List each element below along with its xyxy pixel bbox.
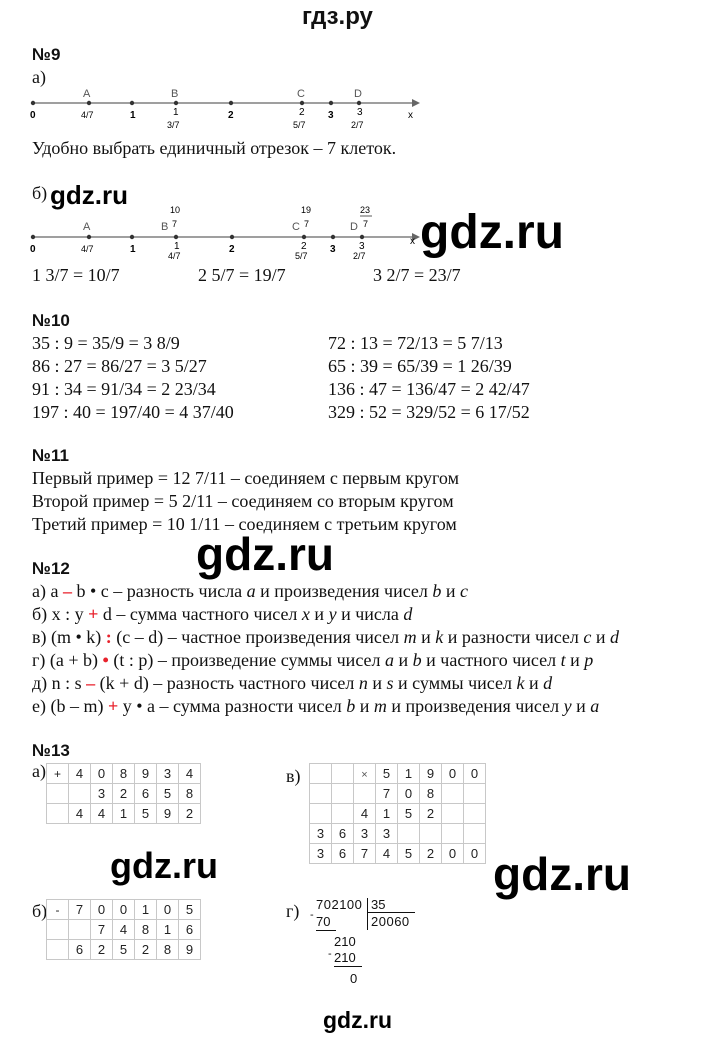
item-d-text2: и суммы чисел <box>393 673 517 693</box>
table-cell: 8 <box>113 764 135 784</box>
table-cell: 3 <box>91 784 113 804</box>
table-cell <box>398 824 420 844</box>
table-cell: 8 <box>135 920 157 940</box>
nl-b-label-A: A <box>83 221 91 233</box>
exercise-9-title: №9 <box>32 45 61 64</box>
nl-a-frac-C: 5/7 <box>293 120 306 130</box>
item-a-expr: а) a <box>32 581 63 601</box>
exercise-9-eq2: 2 5/7 = 19/7 <box>198 265 286 285</box>
nl-a-whole-C: 2 <box>299 107 305 118</box>
table-cell: 2 <box>420 804 442 824</box>
table-cell: 0 <box>113 900 135 920</box>
nl-a-two: 2 <box>228 110 234 121</box>
item-e-var4: a <box>590 696 600 716</box>
dividend: 702100 <box>316 897 363 912</box>
item-e-var2: m <box>373 696 387 716</box>
table-cell: 0 <box>398 784 420 804</box>
nl-b-label-B: B <box>161 221 169 233</box>
nl-b-top-B: 10 <box>170 205 181 215</box>
table-cell <box>464 824 486 844</box>
addition-table <box>46 763 201 824</box>
item-e-var3: y <box>563 696 572 716</box>
table-cell <box>69 920 91 940</box>
watermark-logo: gdz.ru <box>50 180 128 210</box>
item-a-text1: и произведения чисел <box>255 581 433 601</box>
exercise-13-g-label: г) <box>286 901 300 921</box>
table-cell: 5 <box>157 784 179 804</box>
table-cell: 0 <box>464 844 486 864</box>
exercise-9-b-label: б) <box>32 183 48 203</box>
item-v-text1: и <box>416 627 436 647</box>
exercise-10-left-3: 197 : 40 = 197/40 = 4 37/40 <box>32 402 234 422</box>
table-cell: 9 <box>179 940 201 960</box>
final-remainder: 0 <box>350 971 358 986</box>
nl-b-frac-C: 5/7 <box>295 251 308 260</box>
table-cell: 1 <box>113 804 135 824</box>
table-cell <box>47 804 69 824</box>
table-cell <box>310 784 332 804</box>
plus-sign: + <box>53 767 61 781</box>
item-d-expr: д) n : s <box>32 673 87 693</box>
table-cell: 8 <box>179 784 201 804</box>
item-d-text1: и <box>367 673 387 693</box>
item-g-text: (t : p) – произведение суммы чисел <box>108 650 385 670</box>
table-cell <box>310 764 332 784</box>
exercise-11-line-0: Первый пример = 12 7/11 – соединяем с первым кругом <box>32 468 459 488</box>
item-d-text3: и <box>524 673 544 693</box>
item-v-var2: k <box>435 627 444 647</box>
exercise-13-b-label: б) <box>32 901 48 921</box>
exercise-10-right-2: 136 : 47 = 136/47 = 2 42/47 <box>328 379 530 399</box>
item-d-op: – <box>86 673 96 693</box>
item-v-text: (c – d) – частное произведения чисел <box>111 627 404 647</box>
item-a-op: – <box>62 581 72 601</box>
nl-b-one: 1 <box>130 244 136 255</box>
item-b-var1: x <box>301 604 310 624</box>
underline-2 <box>334 966 362 967</box>
item-v-text3: и <box>591 627 611 647</box>
item-b-text: d – сумма частного чисел <box>98 604 302 624</box>
table-cell: 4 <box>179 764 201 784</box>
first-subtrahend: 70 <box>316 914 331 929</box>
table-cell: 7 <box>91 920 113 940</box>
item-b-expr: б) x : y <box>32 604 89 624</box>
item-e-op: + <box>107 696 119 716</box>
watermark-logo: gdz.ru <box>420 206 564 259</box>
division-bar <box>367 898 368 930</box>
exercise-9-note: Удобно выбрать единичный отрезок – 7 клеток. <box>32 138 397 158</box>
table-cell: 1 <box>376 804 398 824</box>
exercise-12-item-a <box>32 580 468 602</box>
nl-a-frac-B: 3/7 <box>167 120 180 130</box>
exercise-10-left-2: 91 : 34 = 91/34 = 2 23/34 <box>32 379 216 399</box>
division-minus-1: - <box>310 909 314 921</box>
division-minus-2: - <box>328 948 332 960</box>
item-g-var1: a <box>385 650 394 670</box>
exercise-9-a-label: а) <box>32 67 46 87</box>
table-cell <box>464 804 486 824</box>
table-cell: 8 <box>420 784 442 804</box>
item-a-text: b • c – разность числа <box>71 581 247 601</box>
watermark-logo: gdz.ru <box>493 848 631 900</box>
exercise-13-v-label: в) <box>286 766 301 786</box>
nl-a-whole-B: 1 <box>173 107 179 118</box>
table-cell <box>47 784 69 804</box>
nl-b-zero: 0 <box>30 244 36 255</box>
exercise-10-title: №10 <box>32 311 70 330</box>
item-b-var2: y <box>328 604 337 624</box>
nl-b-top-C: 19 <box>301 205 312 215</box>
divisor-underline <box>367 912 415 913</box>
site-header: гдз.ру <box>302 3 373 30</box>
watermark-logo: gdz.ru <box>110 845 218 886</box>
nl-a-frac-D: 2/7 <box>351 120 364 130</box>
item-d-text: (k + d) – разность частного чисел <box>95 673 359 693</box>
nl-b-label-D: D <box>350 221 358 233</box>
quotient: 20060 <box>371 914 410 929</box>
minus-sign: - <box>55 903 60 917</box>
table-cell <box>332 784 354 804</box>
nl-a-zero: 0 <box>30 110 36 121</box>
table-cell: 3 <box>310 824 332 844</box>
exercise-12-item-b <box>32 603 412 625</box>
table-cell: 3 <box>157 764 179 784</box>
table-cell: 4 <box>376 844 398 864</box>
subtraction-table <box>46 899 201 960</box>
item-a-var2: b <box>432 581 442 601</box>
table-cell: 6 <box>135 784 157 804</box>
nl-b-frac-D: 2/7 <box>353 251 366 260</box>
underline <box>316 930 336 931</box>
exercise-10-right-3: 329 : 52 = 329/52 = 6 17/52 <box>328 402 530 422</box>
table-cell: 2 <box>179 804 201 824</box>
nl-b-two: 2 <box>229 244 235 255</box>
table-cell: 4 <box>113 920 135 940</box>
exercise-11-line-1: Второй пример = 5 2/11 – соединяем со вторым кругом <box>32 491 454 511</box>
table-cell: 6 <box>332 844 354 864</box>
item-e-text3: и <box>571 696 591 716</box>
table-cell <box>420 824 442 844</box>
nl-a-label-D: D <box>354 88 362 100</box>
item-g-text1: и <box>394 650 413 670</box>
item-v-var4: d <box>610 627 620 647</box>
table-cell: 5 <box>398 804 420 824</box>
table-cell: 5 <box>135 804 157 824</box>
table-cell: 5 <box>179 900 201 920</box>
times-sign: × <box>361 769 368 781</box>
item-g-text3: и <box>565 650 585 670</box>
nl-b-x: x <box>410 236 415 247</box>
divisor: 35 <box>371 897 386 912</box>
table-cell: 3 <box>354 824 376 844</box>
nl-b-seven-B: 7 <box>172 219 178 229</box>
item-b-var3: d <box>403 604 413 624</box>
table-cell <box>69 784 91 804</box>
table-cell: 4 <box>354 804 376 824</box>
nl-b-frac-B: 4/7 <box>168 251 181 260</box>
table-cell: 4 <box>69 804 91 824</box>
table-cell: 2 <box>113 784 135 804</box>
item-a-text2: и <box>441 581 461 601</box>
table-cell <box>354 784 376 804</box>
table-cell <box>442 784 464 804</box>
nl-b-seven-C: 7 <box>304 219 310 229</box>
table-cell <box>47 920 69 940</box>
table-cell: 6 <box>69 940 91 960</box>
table-cell <box>332 764 354 784</box>
exercise-12-item-v <box>32 626 619 648</box>
exercise-12-item-d <box>32 672 552 694</box>
item-a-var1: a <box>246 581 256 601</box>
item-b-text1: и <box>309 604 329 624</box>
table-cell: 2 <box>91 940 113 960</box>
table-cell: 7 <box>69 900 91 920</box>
nl-b-top-D: 23 <box>360 205 371 215</box>
nl-b-three: 3 <box>330 244 336 255</box>
exercise-9-eq1: 1 3/7 = 10/7 <box>32 265 120 285</box>
table-cell: 6 <box>179 920 201 940</box>
table-cell: 7 <box>376 784 398 804</box>
exercise-12-item-e <box>32 695 599 717</box>
item-v-var3: c <box>583 627 592 647</box>
table-cell <box>47 764 69 784</box>
table-cell: 0 <box>91 900 113 920</box>
exercise-12-title: №12 <box>32 559 70 578</box>
item-a-var3: c <box>460 581 469 601</box>
table-cell: 8 <box>157 940 179 960</box>
long-division <box>310 897 420 992</box>
item-g-var4: p <box>584 650 594 670</box>
table-cell: 9 <box>157 804 179 824</box>
item-g-op: • <box>102 650 109 670</box>
nl-a-label-C: C <box>297 88 305 100</box>
table-cell: 3 <box>310 844 332 864</box>
item-e-text2: и произведения чисел <box>386 696 564 716</box>
exercise-12-item-g <box>32 649 593 671</box>
item-e-text1: и <box>355 696 374 716</box>
footer-site: gdz.ru <box>323 1007 392 1033</box>
item-d-var2: s <box>386 673 394 693</box>
table-cell: 5 <box>113 940 135 960</box>
nl-b-whole-B: 1 <box>174 241 180 252</box>
table-cell: 4 <box>91 804 113 824</box>
nl-b-whole-D: 3 <box>359 241 365 252</box>
table-cell <box>442 824 464 844</box>
nl-b-whole-C: 2 <box>301 241 307 252</box>
nl-a-label-B: B <box>171 88 179 100</box>
item-v-text2: и разности чисел <box>443 627 584 647</box>
table-cell <box>47 940 69 960</box>
table-cell: 2 <box>135 940 157 960</box>
exercise-13-title: №13 <box>32 741 70 760</box>
table-cell: 0 <box>442 764 464 784</box>
exercise-11-line-2: Третий пример = 10 1/11 – соединяем с третьим кругом <box>32 514 457 534</box>
item-g-var3: t <box>560 650 566 670</box>
item-b-op: + <box>88 604 99 624</box>
exercise-10-left-0: 35 : 9 = 35/9 = 3 8/9 <box>32 333 180 353</box>
item-v-op: : <box>105 627 112 647</box>
exercise-10-left-1: 86 : 27 = 86/27 = 3 5/27 <box>32 356 207 376</box>
nl-b-label-C: C <box>292 221 300 233</box>
table-cell: 0 <box>157 900 179 920</box>
number-line-a <box>20 84 430 134</box>
item-d-var1: n <box>358 673 368 693</box>
table-cell: 0 <box>442 844 464 864</box>
nl-b-seven-D: 7 <box>363 219 369 229</box>
item-e-text: y • a – сумма разности чисел <box>118 696 347 716</box>
table-cell <box>464 784 486 804</box>
nl-a-label-A: A <box>83 88 91 100</box>
table-cell: 5 <box>376 764 398 784</box>
item-d-var3: k <box>516 673 525 693</box>
table-cell <box>47 900 69 920</box>
nl-b-frac-A: 4/7 <box>81 244 94 254</box>
second-subtrahend: 210 <box>334 950 356 965</box>
nl-a-one: 1 <box>130 110 136 121</box>
table-cell <box>332 804 354 824</box>
table-cell: 4 <box>69 764 91 784</box>
item-e-var1: b <box>346 696 356 716</box>
table-cell: 7 <box>354 844 376 864</box>
table-cell: 9 <box>420 764 442 784</box>
table-cell: 1 <box>398 764 420 784</box>
first-remainder: 210 <box>334 934 356 949</box>
exercise-9-eq3: 3 2/7 = 23/7 <box>373 265 461 285</box>
table-cell <box>310 804 332 824</box>
table-cell: 0 <box>91 764 113 784</box>
nl-a-three: 3 <box>328 110 334 121</box>
table-cell: 1 <box>135 900 157 920</box>
watermark-logo: gdz.ru <box>196 528 334 580</box>
table-cell: 9 <box>135 764 157 784</box>
nl-a-x: x <box>408 110 413 121</box>
item-e-expr: е) (b – m) <box>32 696 108 716</box>
multiplication-table <box>309 763 486 864</box>
nl-a-frac-A: 4/7 <box>81 110 94 120</box>
table-cell: 5 <box>398 844 420 864</box>
item-v-var1: m <box>403 627 417 647</box>
table-cell: 0 <box>464 764 486 784</box>
table-cell: 3 <box>376 824 398 844</box>
item-d-var4: d <box>543 673 553 693</box>
exercise-10-right-0: 72 : 13 = 72/13 = 5 7/13 <box>328 333 503 353</box>
item-g-text2: и частного чисел <box>421 650 561 670</box>
exercise-13-a-label: а) <box>32 761 46 781</box>
item-b-text2: и числа <box>336 604 404 624</box>
item-v-expr: в) (m • k) <box>32 627 106 647</box>
nl-a-whole-D: 3 <box>357 107 363 118</box>
table-cell: 2 <box>420 844 442 864</box>
exercise-10-right-1: 65 : 39 = 65/39 = 1 26/39 <box>328 356 512 376</box>
item-g-var2: b <box>412 650 422 670</box>
table-cell: 1 <box>157 920 179 940</box>
table-cell <box>442 804 464 824</box>
table-cell: 6 <box>332 824 354 844</box>
table-cell <box>354 764 376 784</box>
item-g-expr: г) (a + b) <box>32 650 103 670</box>
exercise-11-title: №11 <box>32 446 69 465</box>
